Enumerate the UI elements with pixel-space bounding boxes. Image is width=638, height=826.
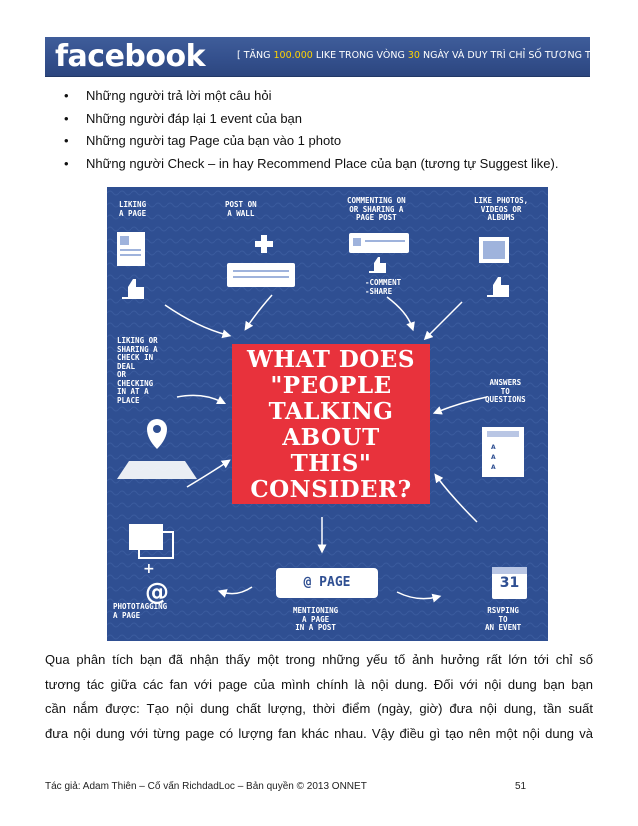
label-liking-page: LIKING A PAGE [119,200,147,218]
body-line: đưa nội dung với từng page có lượng fan khác nhau. Vậy điều gì tạo nên một nội dung và [45,726,593,742]
label-phototagging: PHOTOTAGGING A PAGE [113,602,168,620]
svg-text:+: + [143,561,155,577]
list-item: • Những người đáp lại 1 event của bạn [62,108,558,131]
label-comment-share: -COMMENT -SHARE [365,278,402,296]
label-answers: ANSWERS TO QUESTIONS [485,378,526,404]
calendar-icon [492,567,527,599]
list-item: • Những người tag Page của bạn vào 1 photo [62,130,558,153]
svg-text:@: @ [145,578,169,606]
page-number: 51 [515,781,527,792]
label-post-wall: POST ON A WALL [225,200,257,218]
tagline-highlight-likes: 100.000 [273,50,313,61]
svg-text:A: A [491,454,496,461]
svg-text:A: A [491,444,496,451]
infographic-title-line: THIS" [290,450,372,477]
page-mention-tag: @ PAGE [276,568,378,598]
list-item: • Những người trả lời một câu hỏi [62,85,558,108]
label-checkin: LIKING OR SHARING A CHECK IN DEAL OR CHECKING IN AT A PLACE [117,336,158,405]
body-paragraph [45,648,593,747]
infographic-image [107,187,548,641]
list-item: • Những người Check – in hay Recommend Place của bạn (tương tự Suggest like). [62,153,558,176]
banner-tagline: [ TĂNG 100.000 LIKE TRONG VÒNG 30 NGÀY VÀ DUY TRÌ CHỈ SỐ TƯƠNG TÁC CAO ] [237,50,634,61]
label-like-photos: LIKE PHOTOS, VIDEOS OR ALBUMS [474,196,529,222]
infographic-title-line: WHAT DOES [247,346,415,373]
infographic-title-line: ABOUT [282,424,380,451]
tagline-highlight-days: 30 [407,50,420,61]
label-commenting: COMMENTING ON OR SHARING A PAGE POST [347,196,406,222]
infographic-title-line: CONSIDER? [250,476,412,503]
facebook-logo: facebook [55,39,206,74]
body-line: tương tác giữa các fan với page của mình chính là nội dung. Đối với nội dung bạn bạn [45,676,593,692]
body-line: Qua phân tích bạn đã nhận thấy một trong những yếu tố ảnh hưởng rất lớn tới chỉ số [45,652,593,667]
infographic-title-line: TALKING [268,398,394,425]
bullet-list [62,85,558,176]
svg-text:A: A [491,464,496,471]
infographic-title-box [232,344,430,504]
label-mentioning: MENTIONING A PAGE IN A POST [293,606,339,632]
label-rsvping: RSVPING TO AN EVENT [485,606,522,632]
facebook-banner [45,37,634,77]
infographic-title-line: "PEOPLE [270,372,392,399]
calendar-day: 31 [499,575,520,591]
footer-credit: Tác giả: Adam Thiên – Cố vấn RichdadLoc – Bản quyền © 2013 ONNET [45,781,367,792]
body-line: cần nắm được: Tạo nội dung chất lượng, thời điểm (ngày, giờ) đưa nội dung, tần suất [45,701,593,717]
